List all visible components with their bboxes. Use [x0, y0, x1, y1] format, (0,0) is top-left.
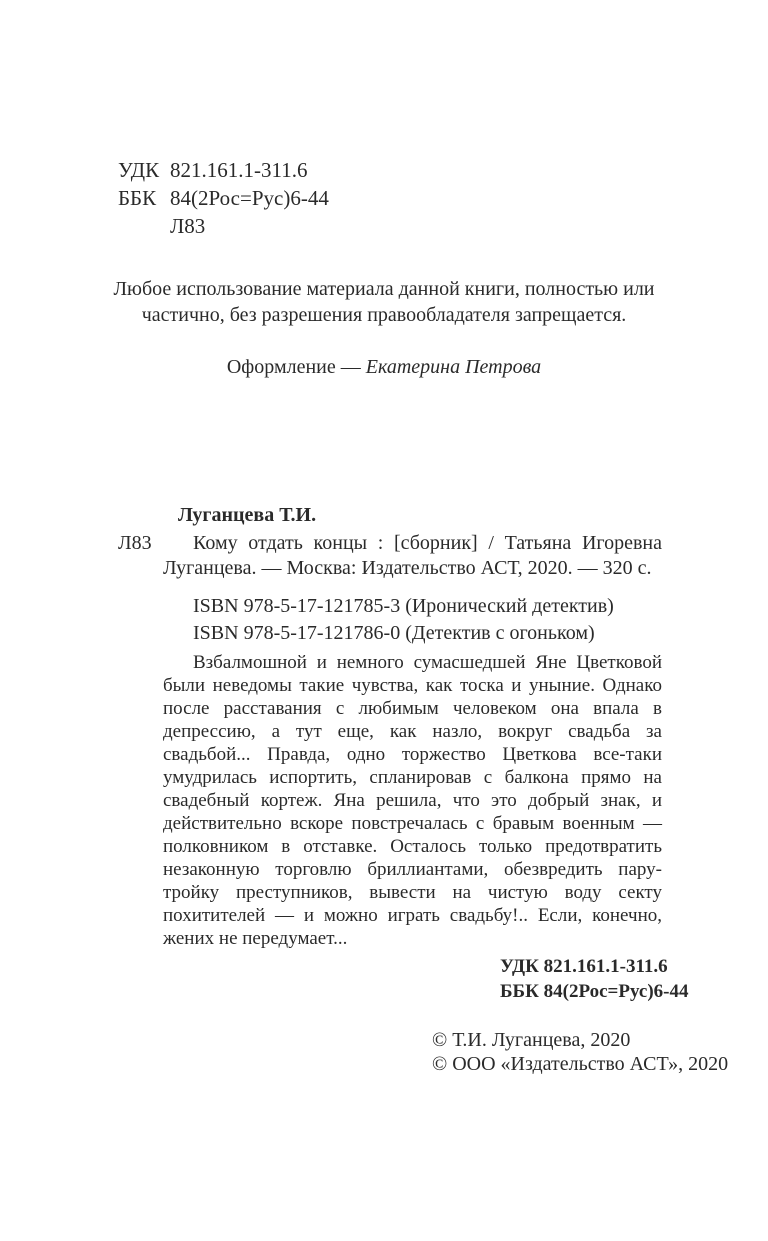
bbk-footer-line: ББК 84(2Рос=Рус)6-44: [500, 981, 689, 1002]
udc-label: УДК: [118, 158, 160, 182]
bbk-value: 84(2Рос=Рус)6-44: [170, 186, 329, 210]
author-sign-spacer: [118, 212, 170, 240]
catalog-card: [118, 503, 689, 1004]
isbn-line-1: ISBN 978-5-17-121785-3 (Иронический детектив): [193, 595, 614, 617]
copyright-block: [432, 1028, 728, 1076]
isbn-block: [193, 593, 662, 647]
rights-notice: Любое использование материала данной книги, полностью или частично, без разрешения правообладателя запрещается.: [113, 278, 655, 326]
card-bibliography: Кому отдать концы : [сборник] / Татьяна Игоревна Луганцева. — Москва: Издательство АСТ, 2020. — 320 с.: [163, 532, 662, 579]
classification-block: [118, 156, 329, 240]
bbk-label: ББК: [118, 186, 157, 210]
author-sign-top: Л83: [170, 214, 206, 238]
udc-footer-line: УДК 821.161.1-311.6: [500, 956, 668, 977]
copyright-line-publisher: © ООО «Издательство АСТ», 2020: [432, 1053, 729, 1075]
annotation-text: Взбалмошной и немного сумасшедшей Яне Цветковой были неведомы такие чувства, как тоска и уныние. Однако после расставания с любимым человеком она впала в депрессию, а тут еще, как назло, вокруг свадьба за свадьбой... Правда, одно торжество Цветкова все-таки умудрилась испортить, спланировав с балкона прямо на свадебный кортеж. Яна решила, что это добрый знак, и действительно вскоре повстречалась с бравым военным — полковником в отставке. Осталось только предотвратить незаконную торговлю бриллиантами, обезвредить пару-тройку преступников, вывести на чистую воду секту похитителей — и можно играть свадьбу!.. Если, конечно, жених не передумает...: [163, 652, 662, 949]
design-credit-label: Оформление —: [226, 356, 366, 378]
design-credit: [110, 356, 658, 379]
designer-name: Екатерина Петрова: [365, 356, 542, 378]
classification-footer: [500, 954, 689, 1004]
copyright-line-author: © Т.И. Луганцева, 2020: [432, 1029, 631, 1051]
udc-value: 821.161.1-311.6: [170, 158, 308, 182]
card-author-heading: Луганцева Т.И.: [178, 504, 317, 526]
isbn-line-2: ISBN 978-5-17-121786-0 (Детектив с огоньком): [193, 622, 595, 644]
card-bibliography-row: [118, 531, 662, 581]
card-author-sign: Л83: [118, 532, 152, 554]
